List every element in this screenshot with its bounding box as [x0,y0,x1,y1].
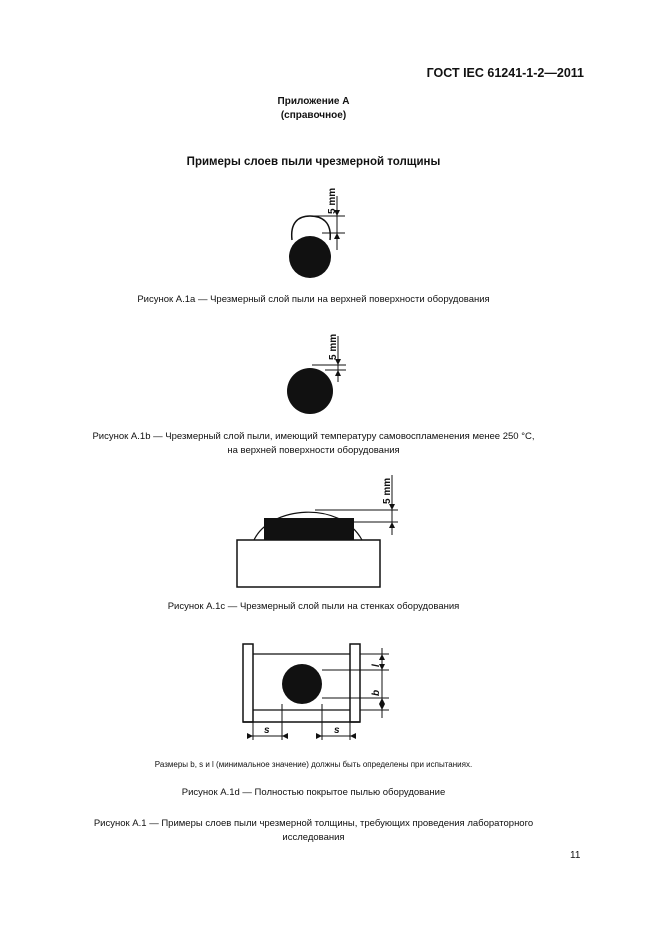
equipment-circle [287,368,333,414]
caption-line: Рисунок А.1b — Чрезмерный слой пыли, имеющий температуру самовоспламенения менее 250 °С, [92,431,535,442]
dust-layer [264,518,354,540]
dimension-label-b: b [371,689,382,696]
equipment-circle [289,236,331,278]
figure-a1b-caption [0,430,627,458]
note-text: Размеры b, s и l (минимальное значение) должны быть определены при испытаниях. [154,760,473,769]
dimension-label-s-left: s [264,725,270,736]
dimension-label: 5 mm [327,188,338,214]
figure-a1b [270,332,360,422]
figure-a1a [270,188,360,283]
figure-a1d-caption: Рисунок А.1d — Полностью покрытое пылью оборудование [181,787,446,798]
caption-line: на верхней поверхности оборудования [227,445,400,456]
figure-a1d-note [0,760,627,769]
annex-heading [0,95,627,123]
dimension-label-s-right: s [334,725,340,736]
equipment-circle [282,664,322,704]
dimension-label: 5 mm [382,477,393,504]
annex-title: Приложение А [277,96,350,107]
caption-line: Рисунок А.1 — Примеры слоев пыли чрезмерной толщины, требующих проведения лабораторного [93,818,534,829]
dimension-label-l: l [371,664,382,667]
figure-a1c-caption: Рисунок А.1с — Чрезмерный слой пыли на стенках оборудования [167,601,460,612]
figure-a1d [236,640,396,745]
annex-subtitle: (справочное) [280,110,347,121]
page-number: 11 [570,850,581,861]
section-title: Примеры слоев пыли чрезмерной толщины [186,156,441,168]
figure-a1c [230,470,400,595]
dimension-label: 5 mm [328,333,339,360]
figure-a1a-caption: Рисунок А.1а — Чрезмерный слой пыли на верхней поверхности оборудования [137,294,490,305]
caption-line: исследования [282,832,345,843]
overall-figure-caption [0,817,627,845]
right-wall [350,644,360,722]
left-wall [243,644,253,722]
document-header: ГОСТ IEC 61241-1-2—2011 [426,66,584,80]
equipment-body [237,540,380,587]
